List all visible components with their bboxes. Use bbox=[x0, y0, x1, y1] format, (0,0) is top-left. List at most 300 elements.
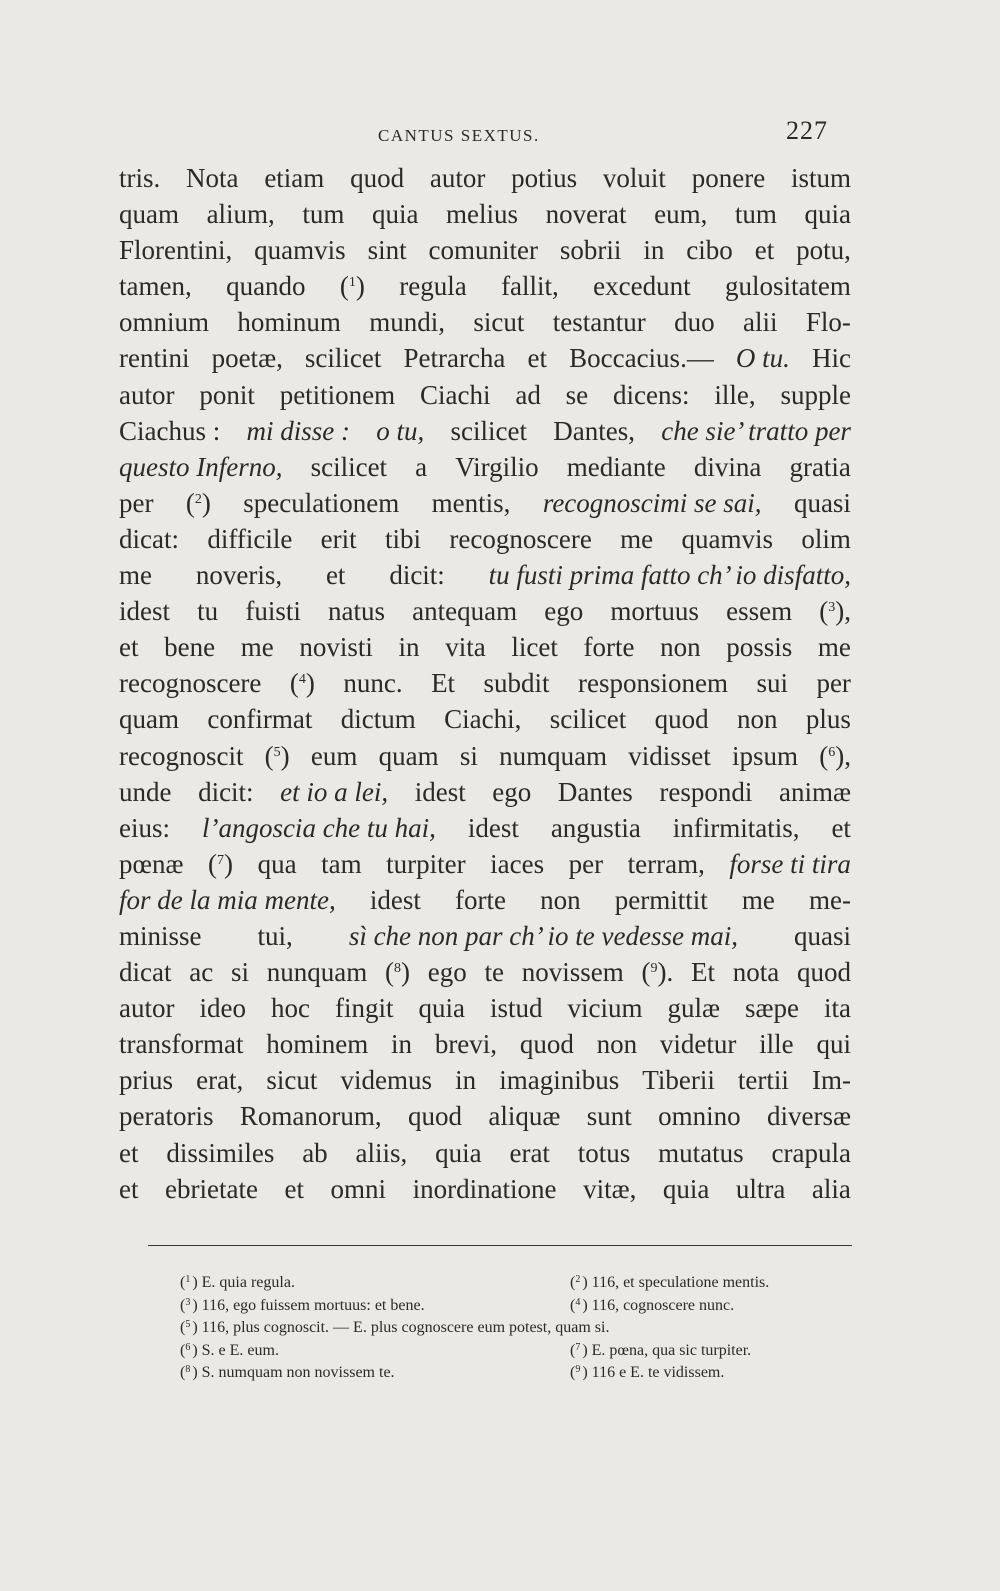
word: forte bbox=[455, 884, 506, 915]
footnote-ref: 5 bbox=[273, 744, 281, 760]
word: gratia bbox=[789, 451, 851, 482]
running-title: CANTUS SEXTUS. bbox=[378, 126, 540, 145]
word: omnino bbox=[658, 1101, 741, 1132]
footnote-text: 116 e E. te vidissem. bbox=[591, 1364, 725, 1381]
footnote: ($^9$ ) 116 e E. te vidissem. bbox=[570, 1364, 725, 1381]
word: petitionem bbox=[279, 379, 396, 410]
footnote-ref: 7 bbox=[217, 852, 225, 868]
word: tam bbox=[321, 848, 362, 879]
word: duo bbox=[674, 307, 715, 338]
word: confirmat bbox=[207, 704, 313, 735]
text-line bbox=[119, 990, 851, 1026]
word: ($^2$) bbox=[185, 487, 211, 518]
word: unde bbox=[119, 776, 172, 807]
footnote-text: 116, plus cognoscit. — E. plus cognoscere eum potest, quam si. bbox=[201, 1319, 610, 1336]
word: Nota bbox=[186, 163, 239, 193]
word: et io a lei, bbox=[280, 776, 389, 807]
word: quod bbox=[350, 163, 405, 193]
word: inordinatione bbox=[412, 1173, 557, 1204]
word: autor bbox=[119, 993, 175, 1024]
footnote: ($^8$ ) S. numquam non novissem te. bbox=[180, 1364, 395, 1381]
word: scilicet bbox=[310, 451, 388, 482]
word: omni bbox=[330, 1173, 387, 1204]
word: forse ti tira bbox=[729, 848, 851, 879]
word: quod bbox=[796, 957, 851, 988]
footnote: ($^1$ ) E. quia regula. bbox=[180, 1274, 295, 1291]
word: ego bbox=[492, 776, 532, 807]
footnote: ($^3$ ) 116, ego fuissem mortuus: et bene. bbox=[180, 1296, 425, 1314]
word: scilicet bbox=[304, 343, 382, 374]
word: Et bbox=[431, 668, 456, 699]
text-line bbox=[119, 593, 851, 629]
word: O tu. bbox=[735, 343, 790, 374]
word: hominum bbox=[237, 307, 341, 338]
word: olim bbox=[801, 523, 851, 554]
word: Im- bbox=[812, 1065, 851, 1096]
footnote-text: E. pœna, qua sic turpiter. bbox=[591, 1341, 752, 1359]
word: Hic bbox=[812, 343, 851, 374]
footnotes bbox=[180, 1272, 850, 1385]
word: sint bbox=[367, 235, 407, 266]
word: Romanorum, bbox=[239, 1101, 382, 1132]
text-line bbox=[119, 954, 851, 990]
word: idest bbox=[414, 776, 466, 807]
word: quia bbox=[371, 199, 419, 230]
text-line bbox=[119, 340, 851, 376]
footnote-ref: 2 bbox=[194, 491, 202, 507]
word: ultra bbox=[735, 1173, 786, 1204]
word: se bbox=[565, 379, 589, 410]
word: dicat bbox=[119, 957, 172, 988]
word: et bbox=[831, 812, 851, 843]
word: et bbox=[284, 1173, 304, 1204]
word: videmus bbox=[340, 1065, 432, 1096]
word: crapula bbox=[771, 1137, 851, 1168]
word: quasi bbox=[793, 487, 851, 518]
word: sui bbox=[756, 668, 788, 699]
footnote-row bbox=[180, 1340, 850, 1363]
word: Dantes, bbox=[553, 415, 635, 446]
word: recognoscere bbox=[119, 668, 262, 699]
word: ($^5$) bbox=[264, 740, 290, 771]
word: autor bbox=[119, 379, 175, 410]
word: ita bbox=[824, 993, 851, 1024]
word: mundi, bbox=[369, 307, 446, 338]
word: quamvis bbox=[254, 235, 346, 266]
footnote-text: 116, ego fuissem mortuus: et bene. bbox=[201, 1296, 425, 1314]
text-line bbox=[119, 810, 851, 846]
word: quia bbox=[804, 199, 851, 230]
word: quia bbox=[418, 993, 465, 1024]
footnote: ($^7$ ) E. pœna, qua sic turpiter. bbox=[570, 1341, 752, 1359]
word: non bbox=[660, 632, 701, 663]
word: quamvis bbox=[681, 523, 774, 554]
word: mi disse : bbox=[246, 415, 350, 446]
word: aliis, bbox=[355, 1137, 408, 1168]
word: licet bbox=[511, 632, 558, 663]
word: ideo bbox=[199, 993, 246, 1024]
word: et bbox=[119, 1137, 139, 1168]
text-line bbox=[119, 882, 851, 918]
word: ($^1$) bbox=[339, 271, 365, 302]
word: tris. bbox=[119, 163, 161, 193]
word: me bbox=[240, 632, 274, 663]
word: cibo bbox=[686, 235, 733, 266]
word: mutatus bbox=[658, 1137, 744, 1168]
word: dictum bbox=[340, 704, 416, 735]
word: fingit bbox=[334, 993, 394, 1024]
page-header bbox=[0, 112, 1000, 152]
word: per bbox=[119, 487, 154, 518]
word: mortuus bbox=[610, 596, 699, 627]
text-line bbox=[119, 629, 851, 665]
word: ad bbox=[515, 379, 541, 410]
word: melius bbox=[446, 199, 519, 230]
word: alia bbox=[811, 1173, 851, 1204]
word: ab bbox=[302, 1137, 328, 1168]
word: me bbox=[741, 884, 775, 915]
word: ille, bbox=[714, 379, 756, 410]
word: ($^7$) bbox=[208, 848, 234, 879]
word: in bbox=[643, 235, 665, 266]
word: Petrarcha bbox=[403, 343, 506, 374]
word: erat, bbox=[196, 1065, 244, 1096]
word: idest bbox=[369, 884, 421, 915]
word: et bbox=[119, 1173, 139, 1204]
word: Flo- bbox=[805, 307, 851, 338]
word: respondi bbox=[659, 776, 753, 807]
word: Dantes bbox=[557, 776, 633, 807]
page-number: 227 bbox=[786, 116, 828, 145]
word: voluit bbox=[602, 163, 666, 193]
word: ($^9$). bbox=[641, 957, 674, 988]
word: excedunt bbox=[593, 271, 691, 302]
word: Tiberii bbox=[642, 1065, 715, 1096]
word: quam bbox=[378, 740, 439, 771]
word: ego bbox=[544, 596, 584, 627]
word: dicat: bbox=[119, 523, 179, 554]
word: sobrii bbox=[559, 235, 622, 266]
text-line bbox=[119, 521, 851, 557]
word: me bbox=[119, 560, 152, 591]
word: a bbox=[415, 451, 428, 482]
word: autor bbox=[429, 163, 486, 193]
word: tibi bbox=[385, 523, 422, 554]
text-line bbox=[119, 665, 851, 701]
word: alium, bbox=[206, 199, 275, 230]
word: plus bbox=[805, 704, 851, 735]
word: noverat bbox=[545, 199, 627, 230]
word: quod bbox=[654, 704, 709, 735]
word: si bbox=[230, 957, 249, 988]
word: non bbox=[596, 1029, 638, 1060]
word: in bbox=[391, 1029, 413, 1060]
word: diversæ bbox=[767, 1101, 851, 1132]
word: divina bbox=[693, 451, 762, 482]
word: nunquam bbox=[266, 957, 368, 988]
footnote: ($^6$ ) S. e E. eum. bbox=[180, 1341, 279, 1359]
word: novissem bbox=[521, 957, 624, 988]
word: ($^6$), bbox=[819, 740, 851, 771]
word: Et bbox=[690, 957, 715, 988]
word: natus bbox=[328, 596, 385, 627]
word: eum, bbox=[654, 199, 708, 230]
word: sicut bbox=[266, 1065, 318, 1096]
footnote-text: 116, et speculatione mentis. bbox=[591, 1274, 770, 1291]
word: comuniter bbox=[428, 235, 538, 266]
word: scilicet bbox=[549, 704, 627, 735]
word: turpiter bbox=[386, 848, 466, 879]
word: tum bbox=[302, 199, 345, 230]
word: peratoris bbox=[119, 1101, 214, 1132]
word: infirmitatis, bbox=[672, 812, 800, 843]
word: poetæ, bbox=[211, 343, 283, 374]
text-line bbox=[119, 304, 851, 340]
word: testantur bbox=[552, 307, 646, 338]
text-line bbox=[119, 1062, 851, 1098]
word: potu, bbox=[796, 235, 851, 266]
text-line bbox=[119, 774, 851, 810]
word: supple bbox=[780, 379, 851, 410]
word: hominem bbox=[266, 1029, 369, 1060]
word: ($^8$) bbox=[384, 957, 410, 988]
word: forte bbox=[583, 632, 635, 663]
word: prius bbox=[119, 1065, 173, 1096]
word: idest bbox=[467, 812, 519, 843]
word: nota bbox=[732, 957, 780, 988]
word: fuisti bbox=[245, 596, 301, 627]
footnote-row bbox=[180, 1317, 850, 1340]
text-line bbox=[119, 232, 851, 268]
word: quia bbox=[435, 1137, 482, 1168]
word: quod bbox=[519, 1029, 574, 1060]
word: bene bbox=[164, 632, 216, 663]
word: tum bbox=[734, 199, 777, 230]
word: questo Inferno, bbox=[119, 451, 283, 482]
word: o tu, bbox=[376, 415, 425, 446]
word: omnium bbox=[119, 307, 210, 338]
word: recognoscere bbox=[449, 523, 592, 554]
word: terram, bbox=[627, 848, 705, 879]
word: tertii bbox=[737, 1065, 789, 1096]
word: gulositatem bbox=[724, 271, 851, 302]
word: dicens: bbox=[613, 379, 690, 410]
text-line bbox=[119, 196, 851, 232]
footnote: ($^5$ ) 116, plus cognoscit. — E. plus cognoscere eum potest, quam si. bbox=[180, 1319, 610, 1336]
word: recognoscimi se sai, bbox=[542, 487, 762, 518]
word: nunc. bbox=[343, 668, 403, 699]
word: imaginibus bbox=[499, 1065, 620, 1096]
footnote-text: S. e E. eum. bbox=[201, 1341, 279, 1359]
word: ille bbox=[759, 1029, 794, 1060]
word: non bbox=[737, 704, 778, 735]
word: per bbox=[816, 668, 851, 699]
word: difficile bbox=[207, 523, 293, 554]
word: antequam bbox=[412, 596, 518, 627]
word: qua bbox=[257, 848, 297, 879]
word: dicit: bbox=[389, 560, 445, 591]
word: quam bbox=[119, 704, 179, 735]
word: in bbox=[398, 632, 420, 663]
text-line bbox=[119, 413, 851, 449]
word: me bbox=[620, 523, 654, 554]
word: transformat bbox=[119, 1029, 244, 1060]
word: qui bbox=[816, 1029, 851, 1060]
word: videtur bbox=[659, 1029, 737, 1060]
word: pœnæ bbox=[119, 848, 184, 879]
word: dissimiles bbox=[166, 1137, 275, 1168]
word: vita bbox=[445, 632, 486, 663]
word: istum bbox=[790, 163, 851, 193]
word: quia bbox=[662, 1173, 710, 1204]
word: totus bbox=[577, 1137, 631, 1168]
text-line bbox=[119, 1135, 851, 1171]
word: subdit bbox=[483, 668, 550, 699]
word: sì che non par ch’ io te vedesse mai, bbox=[348, 920, 738, 951]
text-line bbox=[119, 449, 851, 485]
word: vidisset bbox=[628, 740, 711, 771]
text-line bbox=[119, 377, 851, 413]
word: aliquæ bbox=[488, 1101, 561, 1132]
text-line bbox=[119, 557, 851, 593]
footnote-text: 116, cognoscere nunc. bbox=[591, 1296, 735, 1314]
text-line bbox=[119, 1026, 851, 1062]
word: hoc bbox=[270, 993, 310, 1024]
word: in bbox=[455, 1065, 477, 1096]
word: Boccacius.— bbox=[569, 343, 714, 374]
word: ipsum bbox=[732, 740, 799, 771]
footnote-ref: 9 bbox=[650, 961, 658, 977]
word: et bbox=[754, 235, 775, 266]
text-line bbox=[119, 846, 851, 882]
word: vicium bbox=[567, 993, 643, 1024]
word: permittit bbox=[614, 884, 708, 915]
word: speculationem bbox=[243, 487, 400, 518]
word: ponit bbox=[199, 379, 255, 410]
footnote-ref: 3 bbox=[828, 600, 836, 616]
footnote: ($^4$ ) 116, cognoscere nunc. bbox=[570, 1296, 735, 1314]
word: Ciachus : bbox=[119, 415, 221, 446]
word: sunt bbox=[586, 1101, 632, 1132]
footnote: ($^2$ ) 116, et speculatione mentis. bbox=[570, 1274, 770, 1291]
word: erat bbox=[509, 1137, 550, 1168]
text-line bbox=[119, 268, 851, 304]
word: scilicet bbox=[450, 415, 527, 446]
word: sicut bbox=[473, 307, 525, 338]
footnote-ref: 1 bbox=[348, 275, 356, 291]
text-line bbox=[119, 1171, 851, 1207]
word: et bbox=[325, 560, 346, 591]
footnote-ref: 4 bbox=[298, 672, 306, 688]
word: mentis, bbox=[431, 487, 511, 518]
word: me- bbox=[809, 884, 851, 915]
word: minisse bbox=[119, 920, 202, 951]
word: fallit, bbox=[501, 271, 559, 302]
word: ego bbox=[427, 957, 467, 988]
text-line bbox=[119, 485, 851, 521]
word: quam bbox=[119, 199, 179, 230]
word: regula bbox=[399, 271, 467, 302]
word: iaces bbox=[490, 848, 545, 879]
text-line bbox=[119, 1098, 851, 1134]
text-line bbox=[119, 918, 851, 954]
word: novisti bbox=[299, 632, 373, 663]
word: ac bbox=[189, 957, 214, 988]
word: recognoscit bbox=[119, 740, 244, 771]
footnote-row bbox=[180, 1272, 850, 1295]
word: essem bbox=[726, 596, 793, 627]
word: Virgilio bbox=[455, 451, 539, 482]
word: potius bbox=[511, 163, 578, 193]
footnote-text: E. quia regula. bbox=[201, 1274, 295, 1291]
word: rentini bbox=[119, 343, 190, 374]
word: quando bbox=[226, 271, 306, 302]
word: tamen, bbox=[119, 271, 192, 302]
word: eum bbox=[310, 740, 358, 771]
word: eius: bbox=[119, 812, 170, 843]
text-line bbox=[119, 738, 851, 774]
footnote-ref: 6 bbox=[828, 744, 836, 760]
word: quod bbox=[407, 1101, 462, 1132]
word: dicit: bbox=[198, 776, 254, 807]
word: te bbox=[484, 957, 504, 988]
word: et bbox=[119, 632, 139, 663]
word: for de la mia mente, bbox=[119, 884, 336, 915]
word: ($^3$), bbox=[819, 596, 851, 627]
word: mediante bbox=[566, 451, 666, 482]
word: erit bbox=[320, 523, 357, 554]
footnote-row bbox=[180, 1362, 850, 1385]
word: noveris, bbox=[195, 560, 283, 591]
word: ponere bbox=[691, 163, 766, 193]
word: Ciachi bbox=[420, 379, 491, 410]
word: animæ bbox=[778, 776, 851, 807]
footnote-divider bbox=[148, 1245, 852, 1246]
word: numquam bbox=[499, 740, 608, 771]
word: tui, bbox=[257, 920, 293, 951]
word: idest bbox=[119, 596, 170, 627]
body-text bbox=[119, 160, 851, 1207]
word: per bbox=[568, 848, 604, 879]
word: che sie’ tratto per bbox=[661, 415, 851, 446]
word: ($^4$) bbox=[289, 668, 315, 699]
word: tu bbox=[197, 596, 219, 627]
text-line bbox=[119, 160, 851, 196]
word: me bbox=[817, 632, 851, 663]
word: sæpe bbox=[745, 993, 799, 1024]
word: responsionem bbox=[578, 668, 728, 699]
word: et bbox=[527, 343, 548, 374]
footnote-row bbox=[180, 1295, 850, 1318]
word: brevi, bbox=[434, 1029, 498, 1060]
word: vitæ, bbox=[583, 1173, 637, 1204]
word: Ciachi, bbox=[444, 704, 522, 735]
word: gulæ bbox=[667, 993, 720, 1024]
word: non bbox=[540, 884, 581, 915]
word: quasi bbox=[793, 920, 851, 951]
word: etiam bbox=[264, 163, 325, 193]
word: istud bbox=[489, 993, 543, 1024]
footnote-ref: 8 bbox=[393, 961, 401, 977]
footnote-text: S. numquam non novissem te. bbox=[201, 1364, 395, 1381]
word: angustia bbox=[550, 812, 641, 843]
word: Florentini, bbox=[119, 235, 233, 266]
word: ebrietate bbox=[165, 1173, 258, 1204]
word: si bbox=[459, 740, 478, 771]
word: l’angoscia che tu hai, bbox=[201, 812, 436, 843]
word: tu fusti prima fatto ch’ io disfatto, bbox=[488, 560, 851, 591]
word: alii bbox=[743, 307, 778, 338]
